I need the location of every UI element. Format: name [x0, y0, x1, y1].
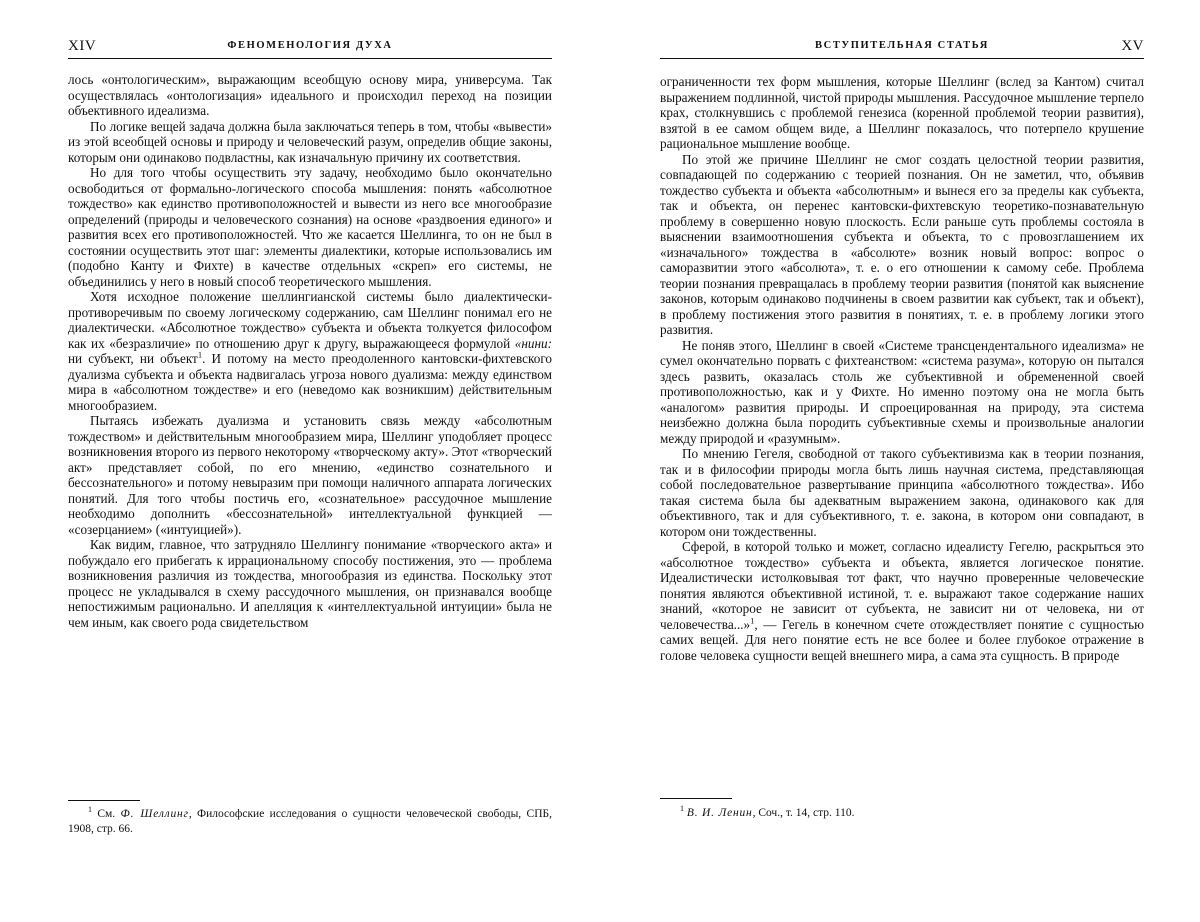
footnote-number: 1 — [680, 804, 684, 814]
footnote-divider — [68, 800, 140, 801]
footnote — [68, 807, 552, 836]
footnote-ref[interactable]: 1 — [197, 349, 203, 360]
footnote-divider — [660, 798, 732, 799]
footnote-prefix: См. — [97, 808, 121, 820]
right-page-body — [660, 74, 1144, 663]
right-page-header — [660, 34, 1144, 59]
paragraph: По мнению Гегеля, свободной от такого субъективизма как в теории познания, так и в философии природы могла быть лишь научная система, представляющая собой последовательное развертывание принципа «абсолютного тождества». Ибо такая система была бы адекватным выражением закона, одинакового как для объективного, так и для субъективного, т. е. закона, в котором они совпадают, в котором они тождественны. — [660, 446, 1144, 539]
paragraph — [660, 539, 1144, 663]
left-page — [68, 0, 552, 922]
footnote-text: , Соч., т. 14, стр. 110. — [752, 807, 855, 819]
paragraph: Но для того чтобы осуществить эту задачу, необходимо было окончательно освободиться от формально-логического способа мышления: понять «абсолютное тождество» как единство противоположностей и вывести из него все многообразие определений (природы и человеческого сознания) на основе «раздвоения единого» и развития всех его противоположностей. Что же касается Шеллинга, то он не был в состоянии осуществить этот шаг: элементы диалектики, которые использовались им (подобно Канту и Фихте) в качестве отдельных «скреп» его системы, не объединились у него в новый способ теоретического мышления. — [68, 165, 552, 289]
paragraph: По этой же причине Шеллинг не смог создать целостной теории развития, совпадающей по содержанию с теорией познания. Он не заметил, что, объявив тождество субъекта и объекта «абсолютным» и вынеся его за пределы как субъекта, так и объекта, он перенес кантовски-фихтевскую теоретико-познавательную проблему в совершенно новую плоскость. Если раньше суть проблемы состояла в выяснении взаимоотношения субъекта и объекта, то с провозглашением их «изначального» тождества в «абсолюте» возник новый вопрос: вопрос о саморазвитии этого «абсолюта», т. е. о его отношении к самому себе. Проблема теории познания превращалась в проблему теории развития (понятой как выяснение законов, которым одинаково подчинены в своем развитии как субъект, так и объект), в проблему постижения этого развития в понятиях, т. е. в проблему логики этого развития. — [660, 151, 1144, 337]
text-run: Хотя исходное положение шеллингианской системы было диалектически-противоречивым по своему логическому содержанию, сам Шеллинг понимал его не диалектически. «Абсолютное тождество» субъекта и объекта толкуется философом как их «безразличие» по отношению друг к другу, выражающееся формулой — [68, 289, 552, 351]
paragraph: По логике вещей задача должна была заключаться теперь в том, чтобы «вывести» из этой всеобщей основы и природу и человеческий разум, определив общие законы, которым они одинаково подвластны, как изначальную причину их соответствия. — [68, 118, 552, 165]
footnote-number: 1 — [88, 805, 92, 815]
right-page-number: XV — [1121, 38, 1144, 54]
footnote-author: Ф. Шеллинг — [120, 808, 189, 820]
paragraph: Пытаясь избежать дуализма и установить связь между «абсолютным тождеством» и действительным многообразием мира, Шеллинг уподобляет процесс возникновения второго из первого некоторому «творческому акту». Этот «творческий акт» представляет собой, по его мнению, «единство сознательного и бессознательного» и потому невыразим при помощи наличного аппарата логических понятий. Для того чтобы постичь его, «сознательное» рассудочное мышление необходимо дополнить «бессознательной» интеллектуальной функцией — «созерцанием» («интуицией»). — [68, 413, 552, 537]
footnote — [660, 806, 1144, 821]
left-page-header — [68, 34, 552, 59]
footnote-text: , Философские исследования о сущности человеческой свободы, СПБ, 1908, стр. 66. — [68, 808, 552, 835]
paragraph: лось «онтологическим», выражающим всеобщую основу мира, универсума. Так осуществлялась «онтологизация» идеального и происходил переход на позиции объективного идеализма. — [68, 72, 552, 118]
text-run: Сферой, в которой только и может, согласно идеалисту Гегелю, раскрыться это «абсолютное тождество» субъекта и объекта, является логическое понятие. Идеалистически истолковывая тот факт, что научно проверенные человеческие понятия являются объективной истиной, т. е. выражают такое содержание наших знаний, «которое не зависит от субъекта, не зависит ни от человека, ни от человечества...» — [660, 539, 1144, 632]
right-running-head: ВСТУПИТЕЛЬНАЯ СТАТЬЯ — [815, 40, 989, 51]
text-run: , — Гегель в конечном счете отождествляет понятие с сущностью самих вещей. Для него понятие есть не все более и более глубокое отражение в голове человека сущности вещей внешнего мира, а сама эта сущность. В природе — [660, 616, 1144, 663]
text-run: ни субъект, ни объект — [68, 351, 198, 366]
right-page — [660, 0, 1144, 922]
italic-formula: «нини: — [514, 335, 552, 351]
paragraph — [68, 289, 552, 413]
paragraph: Не поняв этого, Шеллинг в своей «Системе трансцендентального идеализма» не сумел окончательно порвать с фихтеанством: «система разума», которую он пытался здесь развить, оказалась столь же субъективной и обремененной своей противоположностью, как и у Фихте. Но именно поэтому она не могла быть «аналогом» развития природы. И спроецированная на природу, эта система неизбежно должна была породить субъективные схемы и произвольные аналогии между природой и «разумным». — [660, 337, 1144, 446]
paragraph: Как видим, главное, что затрудняло Шеллингу понимание «творческого акта» и побуждало его прибегать к иррациональному способу постижения, это — проблема возникновения различия из тождества, многообразия из единства. Поскольку этот процесс не укладывался в схему рассудочного мышления, он признавался вообще непостижимым рационально. И апелляция к «интеллектуальной интуиции» была не чем иным, как своего рода свидетельством — [68, 537, 552, 630]
left-page-body — [68, 72, 552, 630]
left-running-head: ФЕНОМЕНОЛОГИЯ ДУХА — [227, 40, 393, 51]
text-run: . И потому на место преодоленного кантовски-фихтевского дуализма субъекта и объекта надвигалась угроза нового дуализма: между единством мира в «абсолютном тождестве» и его (неведомо как возникшим) действительным многообразием. — [68, 351, 552, 413]
paragraph: ограниченности тех форм мышления, которые Шеллинг (вслед за Кантом) считал выражением подлинной, чистой природы мышления. Рассудочное мышление терпело крах, столкнувшись с проблемой генезиса (коренной проблемой теории развития), взятой в ее самом общем виде, а Шеллинг показалось, что потерпело крушение рациональное мышление вообще. — [660, 74, 1144, 151]
footnote-ref[interactable]: 1 — [750, 615, 755, 626]
left-page-number: XIV — [68, 38, 97, 54]
footnote-author: В. И. Ленин — [686, 807, 753, 819]
